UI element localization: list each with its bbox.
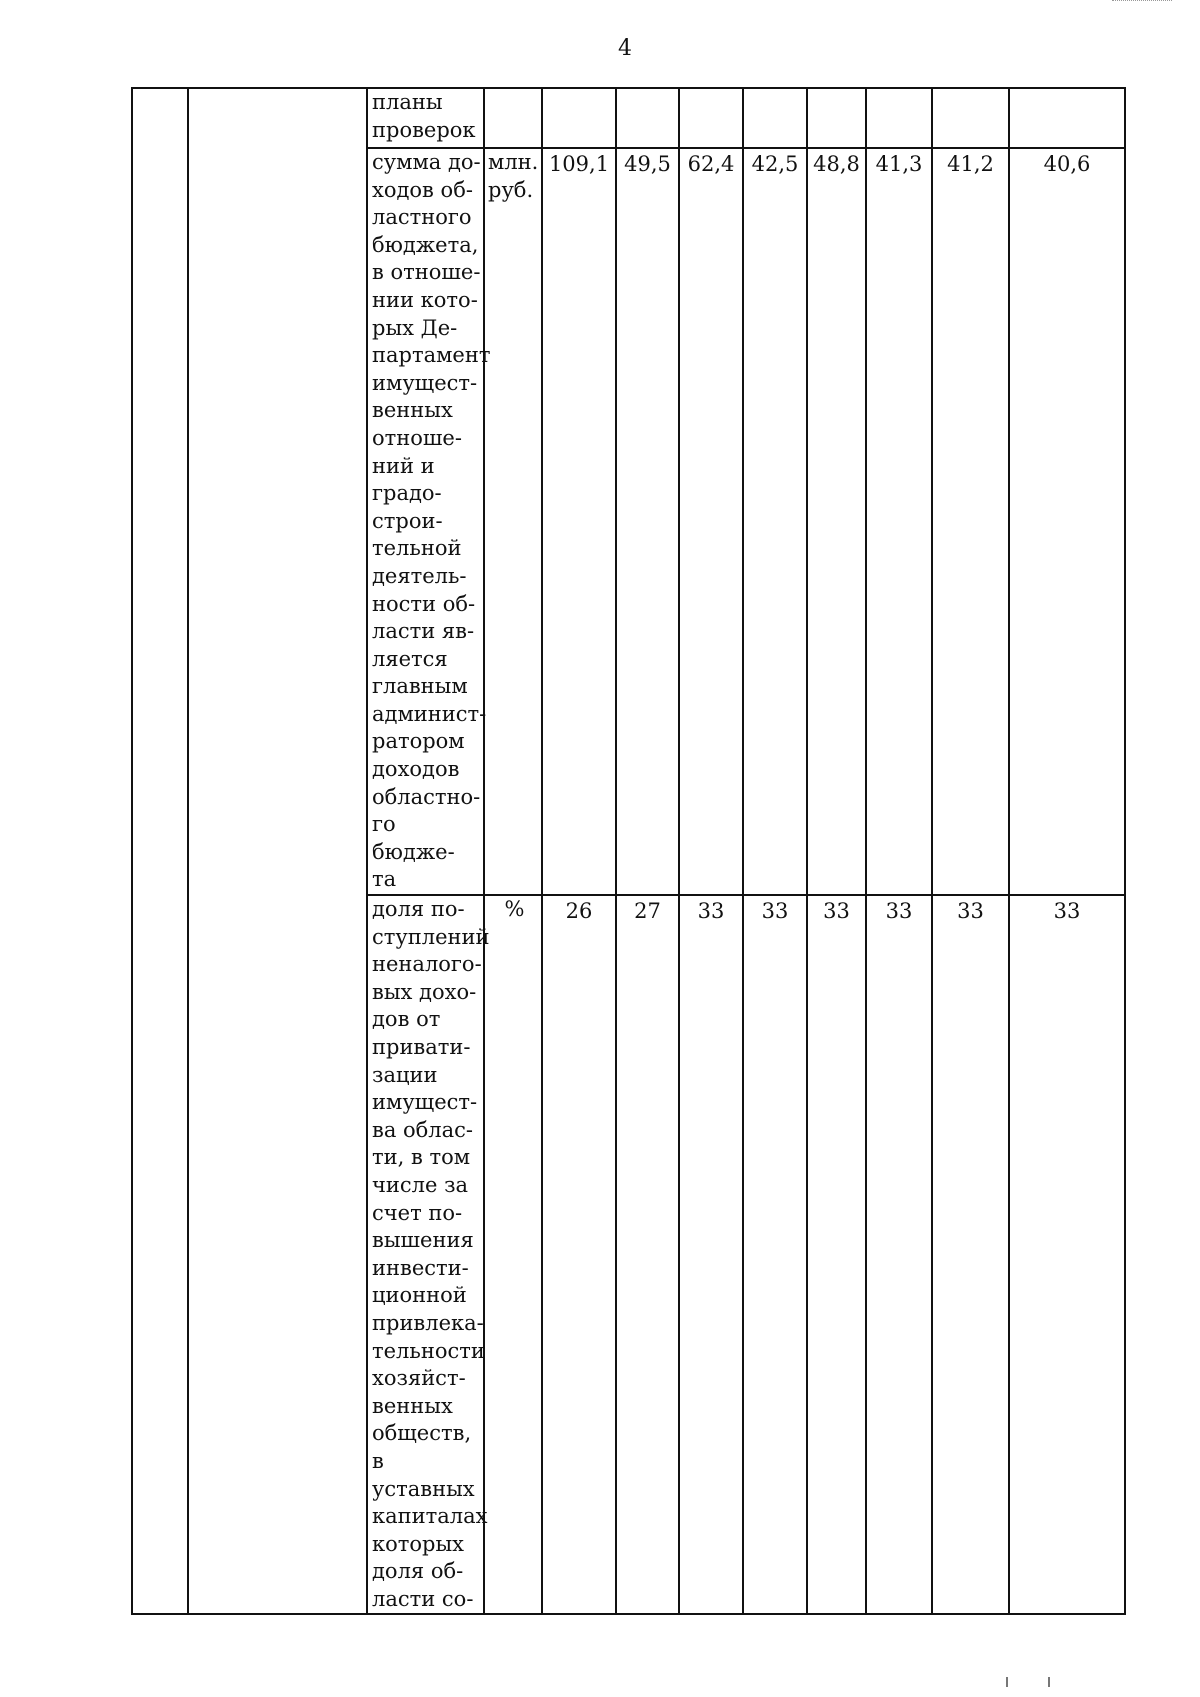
value-cell: 40,6 [1009, 148, 1125, 895]
scan-edge-mark [1006, 1677, 1050, 1687]
program-column-cell [188, 88, 367, 1614]
value-cell [542, 88, 616, 148]
value-cell: 33 [1009, 895, 1125, 1614]
value-cell: 48,8 [807, 148, 866, 895]
scan-edge-mark [1112, 0, 1172, 3]
indicator-name-cell: доля по- ступлений неналого- вых дохо- дов от привати- зации имущест- ва облас- ти, в том числе за счет по- вышения инвести- ционной привлека- тельности хозяйст- венных обществ, в уставных капиталах которых доля об- ласти со- [367, 895, 484, 1614]
indicator-table [131, 87, 1126, 1615]
value-cell [616, 88, 679, 148]
value-cell: 41,2 [932, 148, 1009, 895]
value-cell [1009, 88, 1125, 148]
value-cell: 42,5 [743, 148, 807, 895]
value-cell: 33 [807, 895, 866, 1614]
value-cell [743, 88, 807, 148]
unit-cell [484, 88, 542, 148]
unit-cell: % [484, 895, 542, 1614]
indicator-name-cell: планы проверок [367, 88, 484, 148]
value-cell [932, 88, 1009, 148]
indicator-name-cell: сумма до- ходов об- ластного бюджета, в отноше- нии кото- рых Де- партамент имущест- венных отноше- ний и градо- строи- тельной деятель- ности об- ласти яв- ляется главным админист- ратором доходов областно- го бюдже- та [367, 148, 484, 895]
value-cell: 33 [866, 895, 932, 1614]
value-cell [679, 88, 743, 148]
value-cell: 27 [616, 895, 679, 1614]
value-cell: 62,4 [679, 148, 743, 895]
table-row [132, 88, 1125, 148]
value-cell: 109,1 [542, 148, 616, 895]
value-cell: 49,5 [616, 148, 679, 895]
value-cell: 33 [679, 895, 743, 1614]
page-number: 4 [618, 36, 632, 61]
value-cell [866, 88, 932, 148]
unit-cell: млн. руб. [484, 148, 542, 895]
number-column-cell [132, 88, 188, 1614]
value-cell: 26 [542, 895, 616, 1614]
value-cell: 33 [743, 895, 807, 1614]
value-cell [807, 88, 866, 148]
value-cell: 33 [932, 895, 1009, 1614]
value-cell: 41,3 [866, 148, 932, 895]
